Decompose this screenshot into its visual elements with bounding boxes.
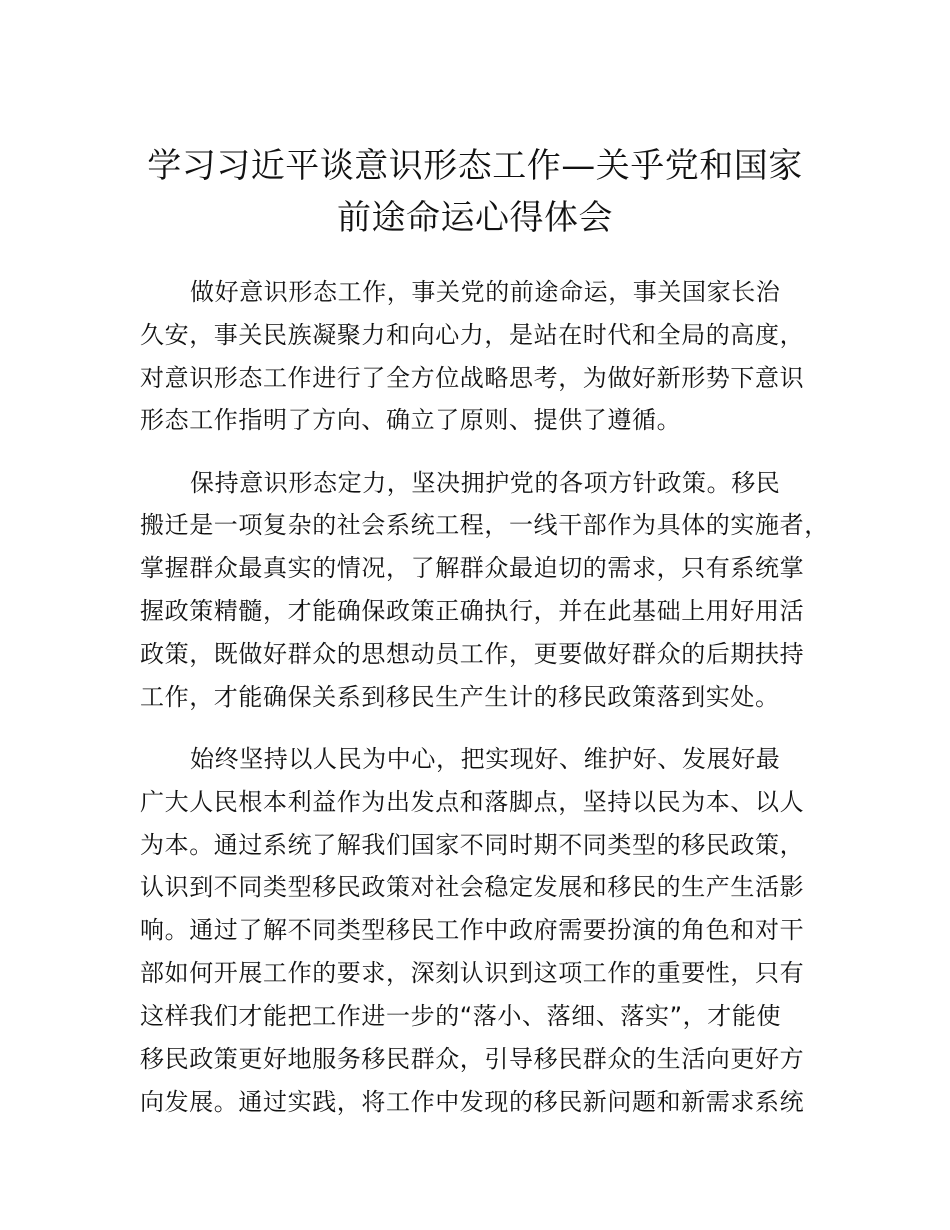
- paragraph-line: 广大人民根本利益作为出发点和落脚点，坚持以民为本、以人: [140, 788, 805, 816]
- page-title-line-2: 前途命运心得体会: [337, 198, 613, 238]
- paragraph-line: 形态工作指明了方向、确立了原则、提供了遵循。: [140, 406, 682, 434]
- paragraph-line: 这样我们才能把工作进一步的“落小、落细、落实”，才能使: [140, 1002, 782, 1030]
- paragraph-line: 响。通过了解不同类型移民工作中政府需要扮演的角色和对干: [140, 916, 805, 944]
- paragraph-line: 始终坚持以人民为中心，把实现好、维护好、发展好最: [190, 745, 781, 773]
- paragraph-line: 掌握群众最真实的情况，了解群众最迫切的需求，只有系统掌: [140, 554, 805, 582]
- paragraph-line: 认识到不同类型移民政策对社会稳定发展和移民的生产生活影: [140, 873, 805, 901]
- paragraph-line: 握政策精髓，才能确保政策正确执行，并在此基础上用好用活: [140, 597, 805, 625]
- page-title-line-1: 学习习近平谈意识形态工作—关乎党和国家: [147, 146, 803, 186]
- paragraph-line: 政策，既做好群众的思想动员工作，更要做好群众的后期扶持: [140, 640, 805, 668]
- paragraph-line: 为本。通过系统了解我们国家不同时期不同类型的移民政策，: [140, 831, 805, 859]
- paragraph-line: 搬迁是一项复杂的社会系统工程，一线干部作为具体的实施者，: [140, 511, 829, 539]
- paragraph-line: 做好意识形态工作，事关党的前途命运，事关国家长治: [190, 278, 781, 306]
- paragraph-line: 工作，才能确保关系到移民生产生计的移民政策落到实处。: [140, 683, 780, 711]
- paragraph-line: 向发展。通过实践，将工作中发现的移民新问题和新需求系统: [140, 1088, 805, 1116]
- paragraph-line: 部如何开展工作的要求，深刻认识到这项工作的重要性，只有: [140, 959, 805, 987]
- paragraph-line: 对意识形态工作进行了全方位战略思考，为做好新形势下意识: [140, 364, 805, 392]
- paragraph-line: 保持意识形态定力，坚决拥护党的各项方针政策。移民: [190, 469, 781, 497]
- paragraph-line: 久安，事关民族凝聚力和向心力，是站在时代和全局的高度，: [140, 321, 805, 349]
- paragraph-line: 移民政策更好地服务移民群众，引导移民群众的生活向更好方: [140, 1045, 805, 1073]
